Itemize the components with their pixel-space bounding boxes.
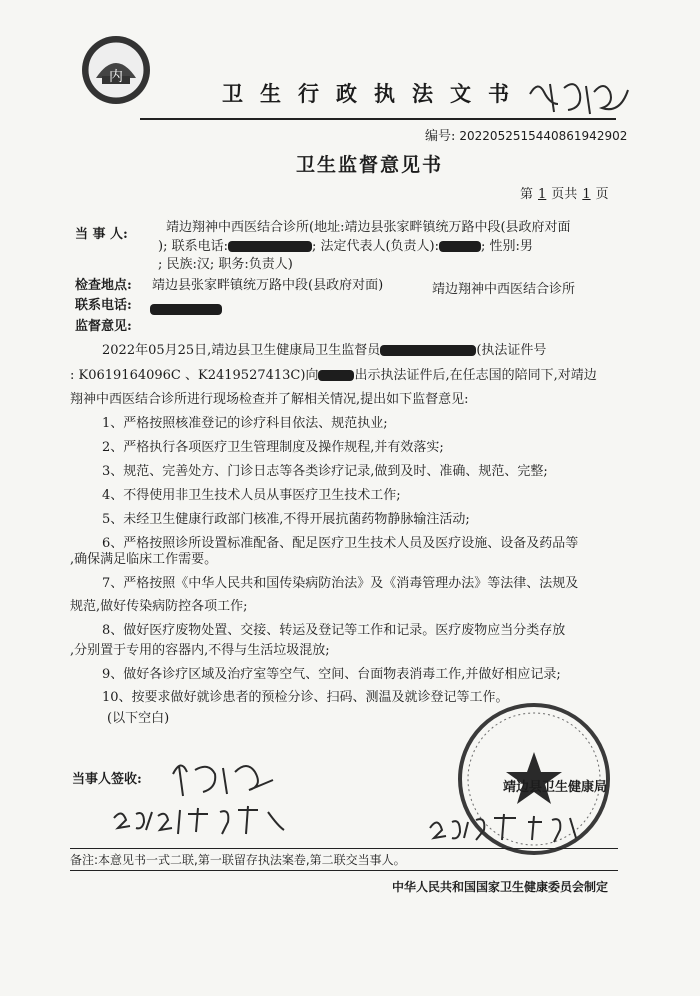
opinion-item-1: 1、严格按照核准登记的诊疗科目依法、规范执业; [102, 416, 388, 431]
opinion-item-5: 5、未经卫生健康行政部门核准,不得开展抗菌药物静脉输注活动; [102, 512, 470, 527]
inspection-location: 靖边县张家畔镇统万路中段(县政府对面) [152, 278, 384, 293]
blank-below: (以下空白) [107, 711, 170, 726]
opinion-item-10: 10、按要求做好就诊患者的预检分诊、扫码、测温及就诊登记等工作。 [102, 690, 509, 705]
party-rep-label: ; 法定代表人(负责人): [311, 239, 440, 254]
opinion-item-3: 3、规范、完善处方、门诊日志等各类诊疗记录,做到及时、准确、规范、完整; [102, 464, 548, 479]
opinion-item-7-cont: 规范,做好传染病防控各项工作; [70, 599, 248, 614]
page-mid: 页共 [551, 187, 578, 202]
contact-value [150, 299, 222, 318]
contact-label: 联系电话: [75, 298, 132, 313]
emblem-text: 内 [109, 69, 123, 85]
footer-rule-top [70, 848, 618, 849]
redaction-contact [150, 304, 222, 315]
doc-number-value: 20220525154408619429​02 [459, 129, 628, 143]
party-sign-label: 当事人签收: [72, 772, 142, 787]
party-gender: ; 性别:男 [481, 239, 533, 254]
opinion-item-6-cont: ,确保满足临床工作需要。 [70, 552, 218, 567]
intro-1a: 2022年05月25日,靖边县卫生健康局卫生监督员 [102, 343, 381, 358]
footer-note: 备注:本意见书一式二联,第一联留存执法案卷,第二联交当事人。 [70, 853, 406, 867]
party-line1: 靖边翔神中西医结合诊所(地址:靖边县张家畔镇统万路中段(县政府对面 [166, 220, 571, 235]
page-number: 1 [538, 187, 547, 202]
header-rule [140, 118, 616, 120]
opinion-label: 监督意见: [75, 319, 132, 334]
opinion-item-7: 7、严格按照《中华人民共和国传染病防治法》及《消毒管理办法》等法律、法规及 [102, 576, 579, 591]
intro-2b: 出示执法证件后,在任志国的陪同下,对靖边 [354, 368, 597, 383]
emblem-icon [80, 34, 152, 106]
handwritten-signature-top [524, 74, 634, 122]
inspection-clinic: 靖边翔神中西医结合诊所 [432, 282, 576, 297]
party-phone-label: ); 联系电话: [158, 239, 228, 254]
redaction-rep [439, 241, 481, 252]
party-handwritten-signature [165, 752, 280, 802]
party-handwritten-date [108, 800, 298, 840]
page-info [520, 183, 609, 202]
intro-1b: (执法证件号 [476, 343, 547, 358]
party-line2 [158, 238, 533, 256]
footer-rule-bottom [70, 870, 618, 871]
doc-number [425, 125, 627, 144]
party-label: 当 事 人: [75, 227, 128, 242]
opinion-item-8-cont: ,分别置于专用的容器内,不得与生活垃圾混放; [70, 643, 330, 658]
doc-number-label: 编号: [425, 129, 456, 144]
intro-2a: : K0619164096C 、K2419527413C)向 [70, 368, 319, 383]
opinion-intro-line3: 翔神中西医结合诊所进行现场检查并了解相关情况,提出如下监督意见: [70, 392, 469, 407]
inspection-label: 检查地点: [75, 278, 132, 293]
document-title: 卫生监督意见书 [296, 154, 444, 176]
agency-handwritten-date [424, 808, 582, 846]
page-suffix: 页 [595, 187, 609, 202]
opinion-item-9: 9、做好各诊疗区域及治疗室等空气、空间、台面物表消毒工作,并做好相应记录; [102, 667, 561, 682]
opinion-intro-line2 [70, 367, 597, 385]
opinion-item-8: 8、做好医疗废物处置、交接、转运及登记等工作和记录。医疗废物应当分类存放 [102, 623, 566, 638]
opinion-item-4: 4、不得使用非卫生技术人员从事医疗卫生技术工作; [102, 488, 401, 503]
opinion-item-6: 6、严格按照诊所设置标准配备、配足医疗卫生技术人员及医疗设施、设备及药品等 [102, 536, 579, 551]
redaction-person [318, 370, 354, 381]
agency-name: 靖边县卫生健康局 [503, 780, 608, 795]
header-title: 卫生行政执法文书 [222, 81, 526, 106]
party-line3: ; 民族:汉; 职务:负责人) [158, 257, 293, 272]
page-total: 1 [582, 187, 591, 202]
redaction-inspector [380, 345, 476, 356]
opinion-intro-line1 [102, 342, 546, 360]
footer-maker: 中华人民共和国国家卫生健康委员会制定 [392, 880, 609, 894]
opinion-item-2: 2、严格执行各项医疗卫生管理制度及操作规程,并有效落实; [102, 440, 444, 455]
redaction-phone [228, 241, 312, 252]
page-prefix: 第 [520, 187, 534, 202]
